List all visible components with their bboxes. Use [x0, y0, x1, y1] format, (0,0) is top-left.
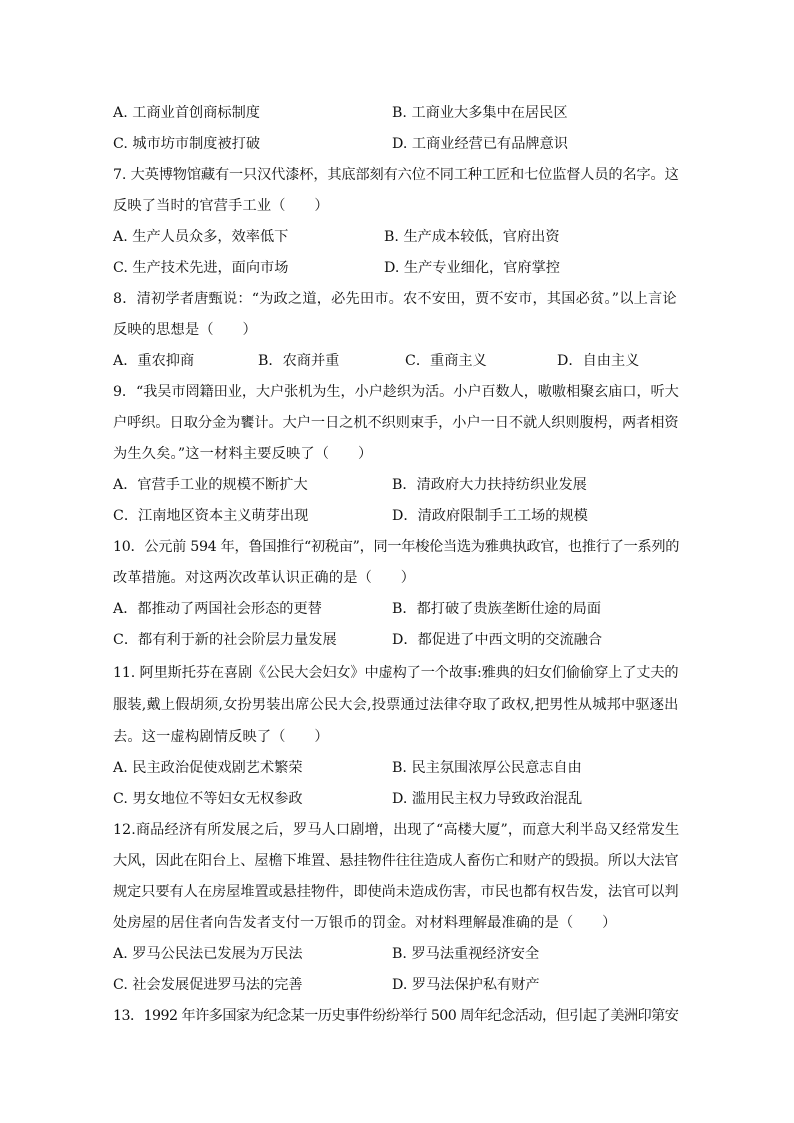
- q10-option-b: B．都打破了贵族垄断仕途的局面: [392, 601, 602, 617]
- q8-stem-line-1: 8．清初学者唐甄说：“为政之道，必先田市。农不安田，贾不安市，其国必贫。”以上言论: [113, 291, 677, 307]
- q9-stem-line-1: 9．“我吴市罔籍田业，大户张机为生，小户趁织为活。小户百数人，嗷嗷相聚玄庙口，听大: [113, 384, 679, 400]
- q8-option-d: D．自由主义: [557, 353, 640, 369]
- q7-option-d: D. 生产专业细化，官府掌控: [384, 260, 560, 276]
- q7-stem-line-2: 反映了当时的官营手工业（ ）: [113, 198, 329, 214]
- q11-option-a: A. 民主政治促使戏剧艺术繁荣: [113, 760, 303, 776]
- q12-option-a: A. 罗马公民法已发展为万民法: [113, 946, 303, 962]
- q9-option-b: B．清政府大力扶持纺织业发展: [392, 477, 587, 493]
- q6-option-d: D. 工商业经营已有品牌意识: [392, 136, 568, 152]
- q8-option-b: B．农商并重: [258, 353, 340, 369]
- q9-stem-line-2: 户呼织。日取分金为饔计。大户一日之机不织则束手，小户一日不就人织则腹枵，两者相资: [113, 415, 679, 431]
- q12-option-d: D. 罗马法保护私有财产: [392, 977, 540, 993]
- q11-stem-line-1: 11. 阿里斯托芬在喜剧《公民大会妇女》中虚构了一个故事:雅典的妇女们偷偷穿上了丈夫的: [113, 665, 679, 681]
- q11-stem-line-3: 去。这一虚构剧情反映了（ ）: [113, 729, 329, 745]
- q7-stem-line-1: 7. 大英博物馆藏有一只汉代漆杯，其底部刻有六位不同工种工匠和七位监督人员的名字。这: [113, 167, 679, 183]
- q10-option-d: D．都促进了中西文明的交流融合: [392, 632, 603, 648]
- q6-option-a: A. 工商业首创商标制度: [113, 105, 260, 121]
- q11-option-d: D. 滥用民主权力导致政治混乱: [392, 791, 583, 807]
- q12-stem-line-2: 大风，因此在阳台上、屋檐下堆置、悬挂物件往往造成人畜伤亡和财产的毁损。所以大法官: [113, 853, 679, 869]
- q9-option-c: C．江南地区资本主义萌芽出现: [113, 508, 309, 524]
- q7-option-b: B. 生产成本较低，官府出资: [384, 229, 560, 245]
- q6-option-b: B. 工商业大多集中在居民区: [392, 105, 568, 121]
- q12-option-b: B. 罗马法重视经济安全: [392, 946, 540, 962]
- q12-stem-line-3: 规定只要有人在房屋堆置或悬挂物件，即使尚未造成伤害，市民也都有权告发，法官可以判: [113, 884, 679, 900]
- q8-option-a: A．重农抑商: [113, 353, 195, 369]
- q7-option-a: A. 生产人员众多，效率低下: [113, 229, 289, 245]
- q11-stem-line-2: 服装,戴上假胡须,女扮男装出席公民大会,投票通过法律夺取了政权,把男性从城邦中驱逐出: [113, 697, 679, 713]
- q6-option-c: C. 城市坊市制度被打破: [113, 136, 261, 152]
- q12-stem-line-1: 12.商品经济有所发展之后，罗马人口剧增，出现了“高楼大厦”，而意大利半岛又经常发生: [113, 822, 680, 838]
- q11-option-c: C. 男女地位不等妇女无权参政: [113, 791, 303, 807]
- q9-stem-line-3: 为生久矣。”这一材料主要反映了（ ）: [113, 446, 373, 462]
- q13-stem-line-1: 13．1992 年许多国家为纪念某一历史事件纷纷举行 500 周年纪念活动，但引起了美洲印第安: [113, 1008, 679, 1024]
- q9-option-a: A．官营手工业的规模不断扩大: [113, 477, 308, 493]
- q7-option-c: C. 生产技术先进，面向市场: [113, 260, 289, 276]
- q11-option-b: B. 民主氛围浓厚公民意志自由: [392, 760, 582, 776]
- q8-stem-line-2: 反映的思想是（ ）: [113, 322, 257, 338]
- q8-option-c: C．重商主义: [405, 353, 487, 369]
- q10-stem-line-2: 改革措施。对这两次改革认识正确的是（ ）: [113, 570, 416, 586]
- q12-option-c: C. 社会发展促进罗马法的完善: [113, 977, 303, 993]
- q10-option-c: C．都有利于新的社会阶层力量发展: [113, 632, 337, 648]
- q10-option-a: A．都推动了两国社会形态的更替: [113, 601, 322, 617]
- q12-stem-line-4: 处房屋的居住者向告发者支付一万银币的罚金。对材料理解最准确的是（ ）: [113, 915, 617, 931]
- q9-option-d: D．清政府限制手工工场的规模: [392, 508, 588, 524]
- q10-stem-line-1: 10．公元前 594 年，鲁国推行“初税亩”，同一年梭伦当选为雅典执政官，也推行了一系列的: [113, 539, 680, 555]
